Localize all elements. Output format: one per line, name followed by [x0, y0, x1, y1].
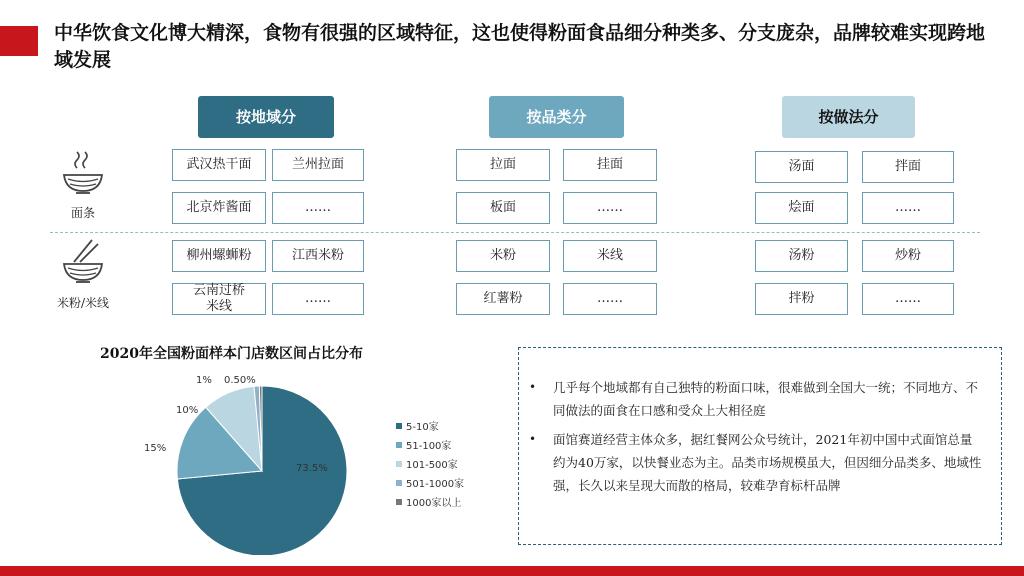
row-group-label: 面条 — [70, 206, 95, 220]
grid-cell: 云南过桥米线 — [172, 283, 266, 315]
note-text: 面馆赛道经营主体众多，据红餐网公众号统计，2021年初中国中式面馆总量约为40万家，以快餐业态为主。品类市场规模虽大，但因细分品类多、地域性强，长久以来呈现大而散的格局，较难孕育标杆品牌 — [553, 432, 982, 493]
slice-label-0-5: 0.50% — [224, 375, 256, 386]
note-text: 几乎每个地域都有自己独特的粉面口味，很难做到全国大一统；不同地方、不同做法的面食在口感和受众上大相径庭 — [553, 380, 979, 418]
grid-cell: 米线 — [563, 240, 657, 272]
grid-cell: 烩面 — [755, 192, 848, 224]
grid-cell: …… — [862, 192, 954, 224]
slice-label-1: 1% — [196, 375, 212, 386]
legend-item — [396, 492, 464, 511]
row-divider — [50, 232, 980, 233]
page-title: 中华饮食文化博大精深，食物有很强的区域特征，这也使得粉面食品细分种类多、分支庞杂，品牌较难实现跨地域发展 — [54, 22, 986, 71]
category-header-region: 按地域分 — [198, 96, 334, 138]
noodle-bowl-icon — [58, 185, 108, 204]
pie-chart — [120, 365, 380, 555]
bullet-dot-icon: • — [529, 432, 537, 446]
footer-bar — [0, 566, 1024, 576]
grid-cell: 红薯粉 — [456, 283, 550, 315]
category-header-method: 按做法分 — [782, 96, 915, 138]
rice-noodle-bowl-icon — [58, 275, 108, 294]
row-group-label: 米粉/米线 — [56, 296, 110, 310]
legend-swatch — [396, 499, 402, 505]
category-header-type: 按品类分 — [489, 96, 624, 138]
notes-box — [518, 347, 1002, 545]
grid-cell: 板面 — [456, 192, 550, 224]
grid-cell: …… — [862, 283, 954, 315]
legend-item — [396, 435, 464, 454]
grid-cell: 兰州拉面 — [272, 149, 364, 181]
legend-swatch — [396, 442, 402, 448]
title-accent-bar — [0, 26, 38, 56]
grid-cell: 炒粉 — [862, 240, 954, 272]
legend-swatch — [396, 461, 402, 467]
slice-label-15: 15% — [144, 443, 167, 454]
grid-cell: 武汉热干面 — [172, 149, 266, 181]
legend-label: 501-1000家 — [406, 479, 465, 490]
grid-cell: …… — [272, 192, 364, 224]
chart-legend — [396, 416, 464, 511]
legend-label: 5-10家 — [406, 422, 439, 433]
grid-cell: …… — [563, 192, 657, 224]
legend-item — [396, 454, 464, 473]
grid-cell: 江西米粉 — [272, 240, 364, 272]
legend-swatch — [396, 423, 402, 429]
grid-cell: 北京炸酱面 — [172, 192, 266, 224]
slice-label-73-5: 73.5% — [296, 463, 328, 474]
legend-item — [396, 473, 464, 492]
legend-swatch — [396, 480, 402, 486]
grid-cell: …… — [272, 283, 364, 315]
grid-cell: 柳州螺蛳粉 — [172, 240, 266, 272]
legend-item — [396, 416, 464, 435]
grid-cell: 汤粉 — [755, 240, 848, 272]
grid-cell: 挂面 — [563, 149, 657, 181]
slice-label-10: 10% — [176, 405, 199, 416]
grid-cell: 米粉 — [456, 240, 550, 272]
grid-cell: 拌粉 — [755, 283, 848, 315]
grid-cell: …… — [563, 283, 657, 315]
bullet-dot-icon: • — [529, 380, 537, 394]
legend-label: 101-500家 — [406, 460, 458, 471]
row-group-rice-noodles — [48, 236, 118, 311]
grid-cell: 拉面 — [456, 149, 550, 181]
chart-title: 2020年全国粉面样本门店数区间占比分布 — [100, 346, 363, 362]
grid-cell: 拌面 — [862, 151, 954, 183]
legend-label: 51-100家 — [406, 441, 452, 452]
note-item — [529, 376, 983, 422]
note-item — [529, 428, 983, 497]
row-group-noodles — [48, 148, 118, 221]
legend-label: 1000家以上 — [406, 498, 462, 509]
grid-cell: 汤面 — [755, 151, 848, 183]
